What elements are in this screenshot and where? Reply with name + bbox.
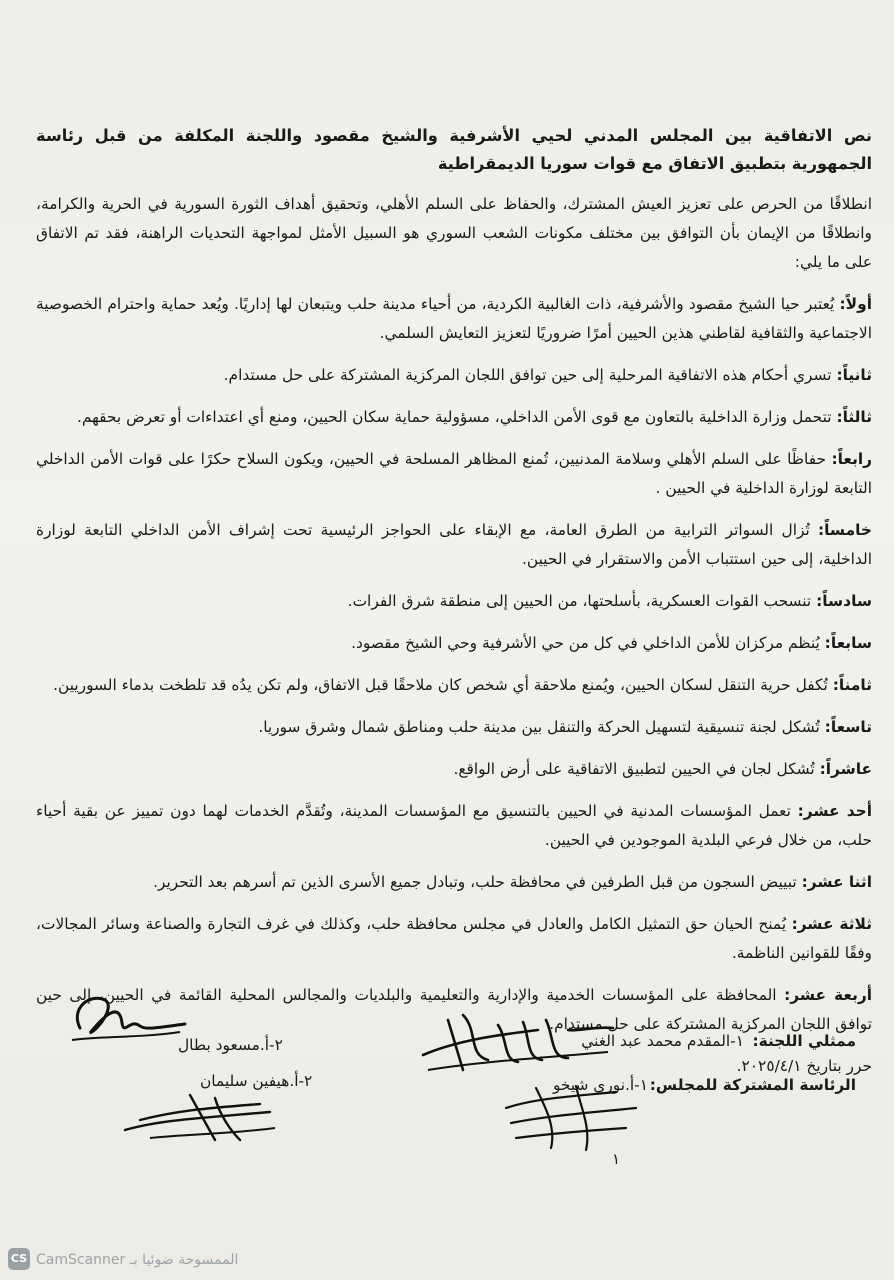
clause-label: خامساً: [818, 521, 872, 539]
signature-scribble-left-top [60, 988, 190, 1058]
clause-11 [36, 797, 872, 855]
clause-text: تتحمل وزارة الداخلية بالتعاون مع قوى الأمن الداخلي، مسؤولية حماية سكان الحيين، ومنع أي اعتداءات أو تعرض بحقهم. [76, 408, 837, 426]
signature-scribble-left-bottom [120, 1090, 280, 1150]
clause-13 [36, 910, 872, 968]
clause-text: تُزال السواتر الترابية من الطرق العامة، مع الإبقاء على الحواجز الرئيسية تحت إشراف الأمن الداخلي التابعة لوزارة الداخلية، إلى حين استتباب الأمن والاستقرار في الحيين. [36, 521, 872, 568]
clause-label: أولاً: [839, 295, 872, 313]
clause-text: تنسحب القوات العسكرية، بأسلحتها، من الحيين إلى منطقة شرق الفرات. [347, 592, 817, 610]
clause-label: سادساً: [816, 592, 872, 610]
clause-12 [36, 868, 872, 897]
clause-text: يُنظم مركزان للأمن الداخلي في كل من حي الأشرفية وحي الشيخ مقصود. [351, 634, 825, 652]
committee-label: ممثلي اللجنة: [752, 1032, 856, 1050]
clause-3 [36, 403, 872, 432]
page-number: ١ [612, 1150, 621, 1168]
document-body [36, 122, 872, 1094]
council-signatory-2: ٢-أ.هيفين سليمان [200, 1072, 313, 1090]
clause-8 [36, 671, 872, 700]
clause-text: تبييض السجون من قبل الطرفين في محافظة حلب، وتبادل جميع الأسرى الذين تم أسرهم بعد التحرير. [153, 873, 802, 891]
date-line: حرر بتاريخ ٢٠٢٥/٤/١. [736, 1057, 872, 1075]
committee-signatory-1: ١-المقدم محمد عبد الغني [581, 1032, 744, 1050]
clause-label: عاشراً: [819, 760, 872, 778]
signatures-section [0, 1000, 894, 1200]
clause-text: حفاظًا على السلم الأهلي وسلامة المدنيين، تُمنع المظاهر المسلحة في الحيين، ويكون السلاح حكرًا على قوات الأمن الداخلي التابعة لوزارة الداخلية في الحيين . [36, 450, 872, 497]
committee-signatory-2: ٢-أ.مسعود بطال [178, 1036, 283, 1054]
clause-label: ثالثاً: [836, 408, 872, 426]
signature-scribble-right-bottom [496, 1078, 646, 1158]
clause-text: تُشكل لجنة تنسيقية لتسهيل الحركة والتنقل بين مدينة حلب ومناطق شمال وشرق سوريا. [258, 718, 825, 736]
clause-4 [36, 445, 872, 503]
clause-label: ثانياً: [836, 366, 872, 384]
clause-2 [36, 361, 872, 390]
clause-text: يُعتبر حيا الشيخ مقصود والأشرفية، ذات الغالبية الكردية، من أحياء مدينة حلب ويتبعان لها إداريًا. ويُعد حماية واحترام الخصوصية الاجتماعية والثقافية لقاطني هذين الحيين أمرًا ضروريًا لتعزيز التعايش السلمي. [36, 295, 872, 342]
scanner-watermark [0, 1246, 894, 1280]
clause-label: أربعة عشر: [784, 986, 872, 1004]
clause-label: اثنا عشر: [801, 873, 872, 891]
clause-text: تُشكل لجان في الحيين لتطبيق الاتفاقية على أرض الواقع. [453, 760, 820, 778]
council-label: الرئاسة المشتركة للمجلس: [649, 1076, 856, 1094]
signature-scribble-right-top [418, 1000, 618, 1080]
clause-1 [36, 290, 872, 348]
clause-label: رابعاً: [831, 450, 872, 468]
clause-6 [36, 587, 872, 616]
clause-label: تاسعاً: [824, 718, 872, 736]
clause-label: ثامناً: [832, 676, 872, 694]
clause-9 [36, 713, 872, 742]
clause-label: أحد عشر: [797, 802, 872, 820]
camscanner-logo-icon: CS [8, 1248, 30, 1270]
clause-text: يُمنح الحيان حق التمثيل الكامل والعادل في مجلس محافظة حلب، وكذلك في غرف التجارة والصناعة وسائر المجالات، وفقًا للقوانين الناظمة. [36, 915, 872, 962]
clause-text: تعمل المؤسسات المدنية في الحيين بالتنسيق مع المؤسسات المدينة، وتُقدَّم الخدمات لهما دون تمييز عن بقية أحياء حلب، من خلال فرعي البلدية الموجودين في الحيين. [36, 802, 872, 849]
camscanner-watermark-text: الممسوحة ضوئيا بـ CamScanner [36, 1252, 239, 1268]
intro-paragraph: انطلاقًا من الحرص على تعزيز العيش المشترك، والحفاظ على السلم الأهلي، وتحقيق أهداف الثورة السورية في الحرية والكرامة، وانطلاقًا من الإيمان بأن التوافق بين مختلف مكونات الشعب السوري هو السبيل الأمثل لمواجهة التحديات الراهنة، فقد تم الاتفاق على ما يلي: [36, 195, 872, 271]
clause-label: ثلاثة عشر: [791, 915, 872, 933]
clause-10 [36, 755, 872, 784]
clause-text: المحافظة على المؤسسات الخدمية والإدارية والتعليمية والبلديات والمجالس المحلية القائمة في الحيين، إلى حين توافق اللجان المركزية المشتركة على حل مستدام. [36, 986, 872, 1033]
clause-text: تسري أحكام هذه الاتفاقية المرحلية إلى حين توافق اللجان المركزية المشتركة على حل مستدام. [223, 366, 837, 384]
clause-7 [36, 629, 872, 658]
clause-text: تُكفل حرية التنقل لسكان الحيين، ويُمنع ملاحقة أي شخص كان ملاحقًا قبل الاتفاق، ولم تكن يدُه قد تلطخت بدماء السوريين. [53, 676, 833, 694]
document-title: نص الاتفاقية بين المجلس المدني لحيي الأشرفية والشيخ مقصود واللجنة المكلفة من قبل رئاسة الجمهورية بتطبيق الاتفاق مع قوات سوريا الديمقراطية [36, 126, 872, 173]
clause-label: سابعاً: [824, 634, 872, 652]
council-signatory-1: ١-أ.نوري شيخو [552, 1076, 648, 1094]
clause-5 [36, 516, 872, 574]
